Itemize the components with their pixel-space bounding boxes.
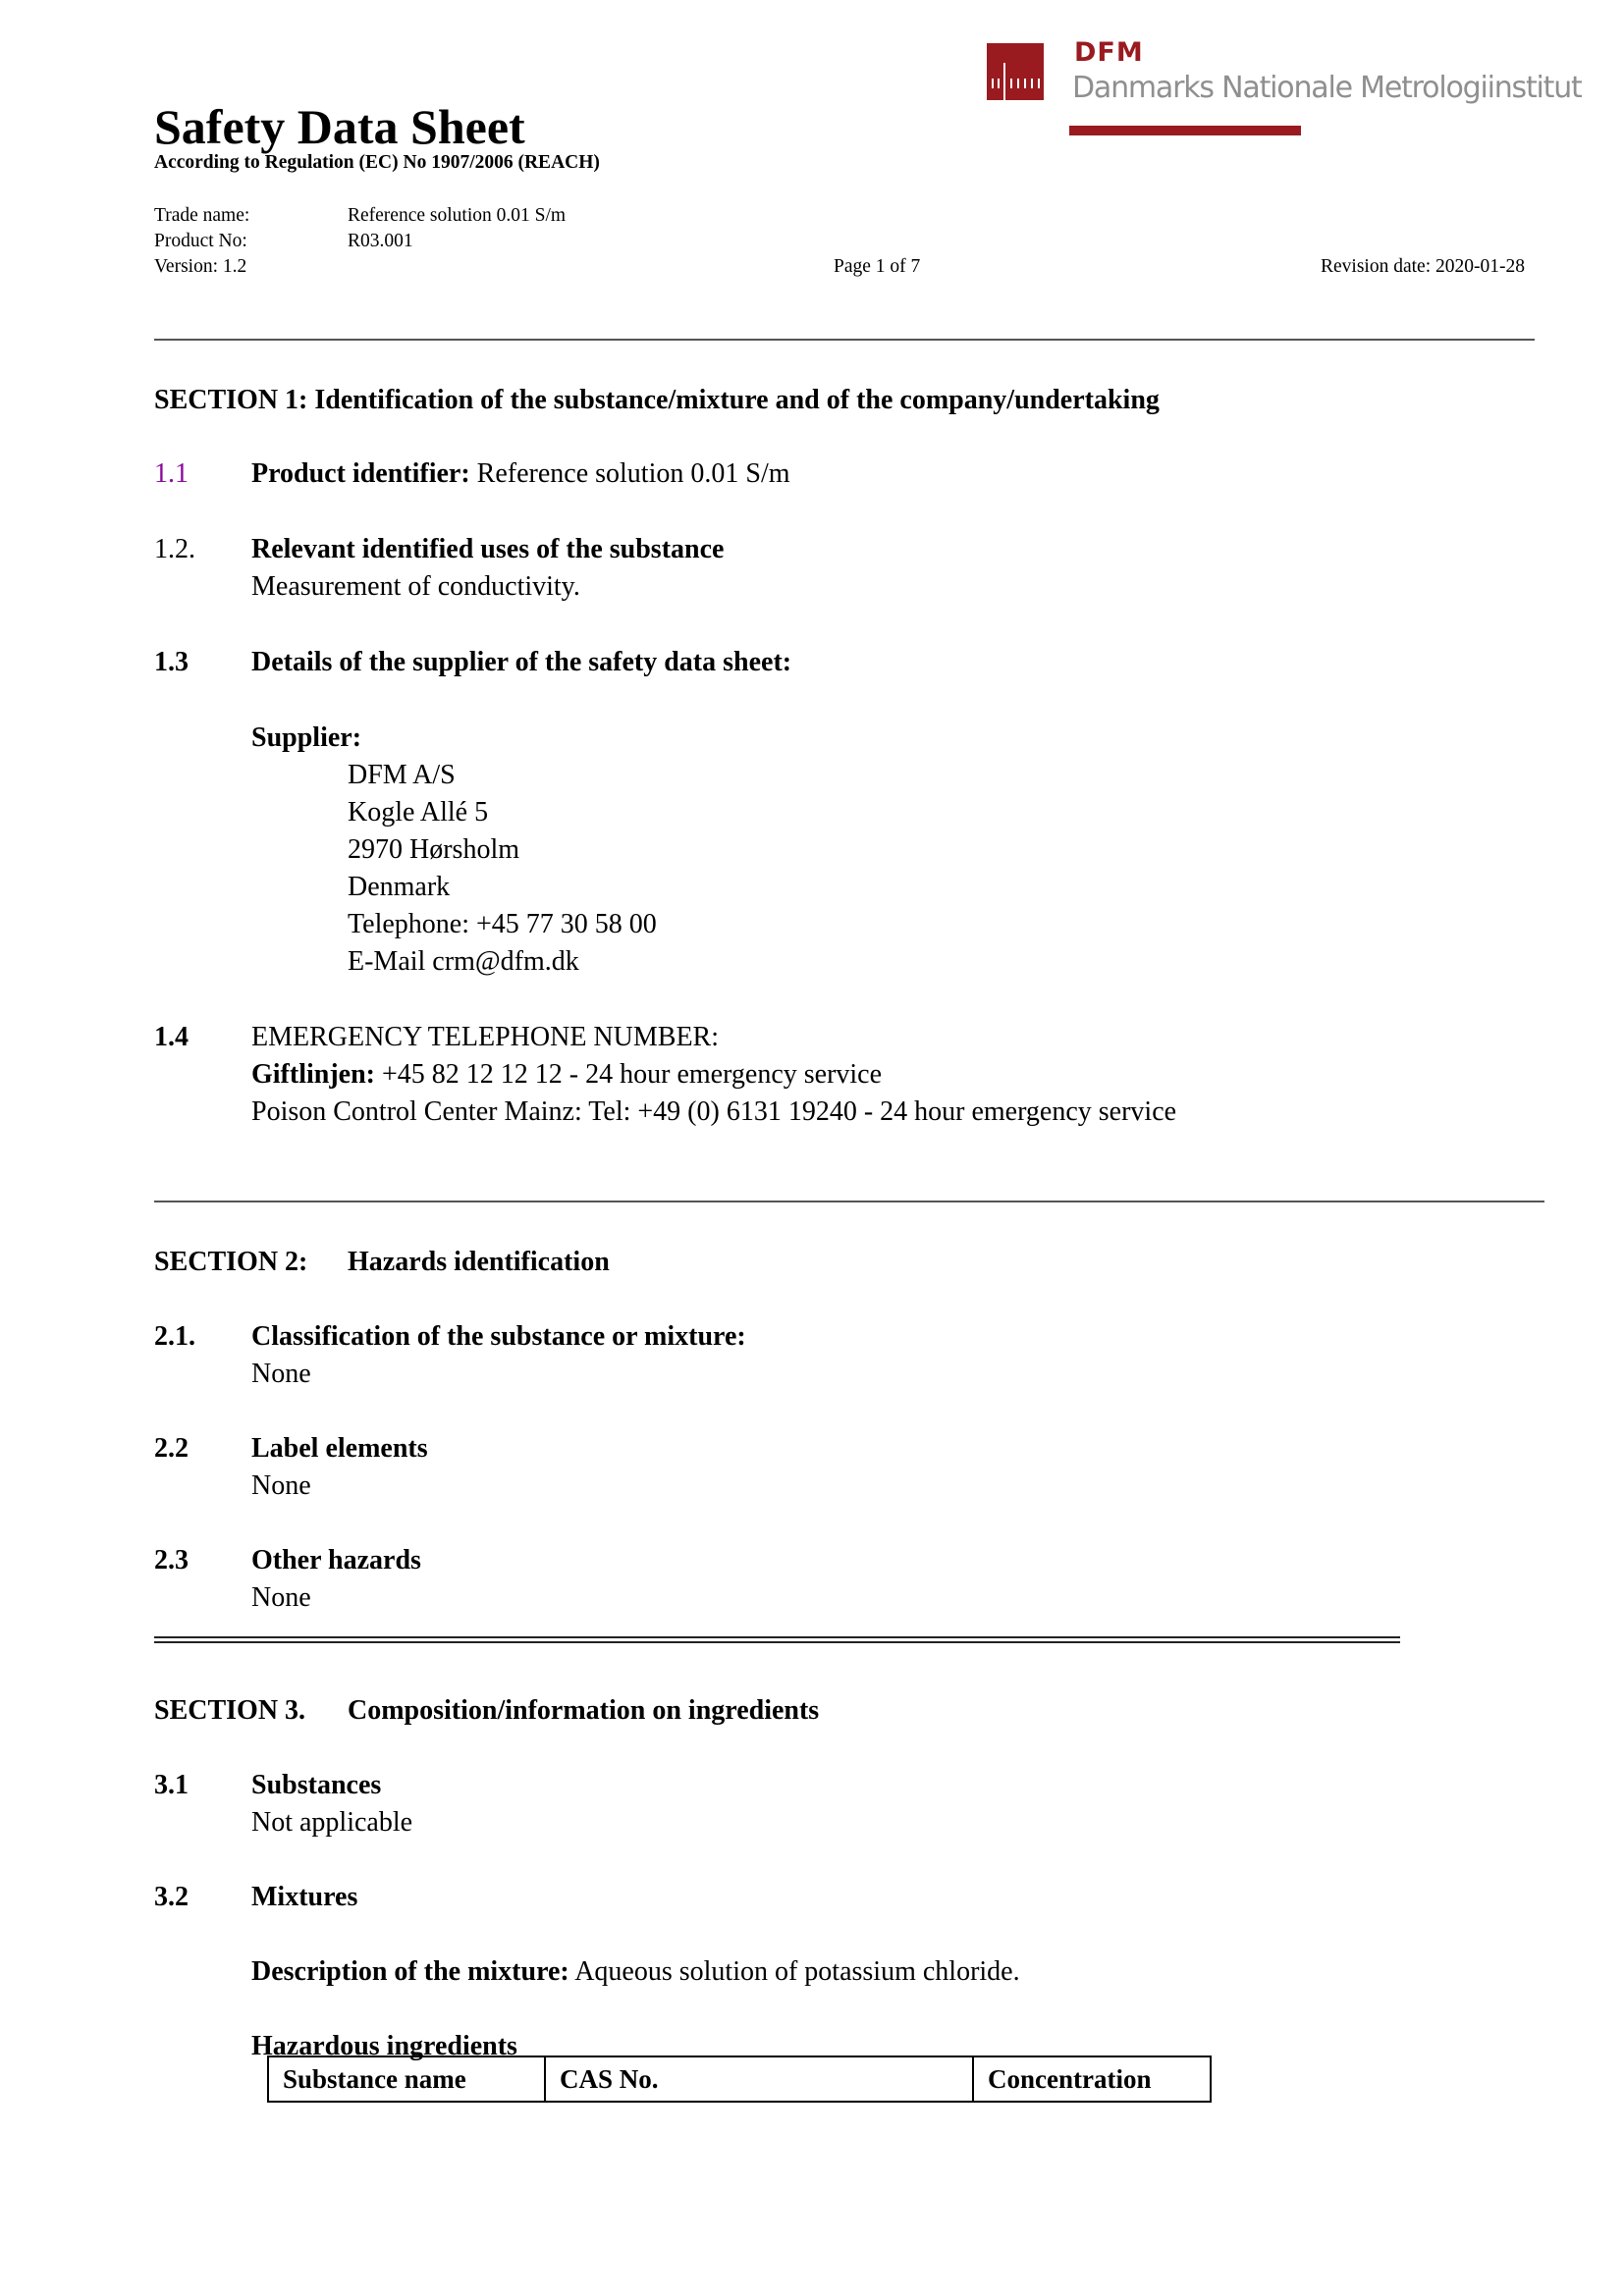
mixture-description-value: Aqueous solution of potassium chloride. bbox=[568, 1956, 1020, 1987]
s1-1-number: 1.1 bbox=[154, 458, 189, 489]
supplier-name: DFM A/S bbox=[348, 760, 456, 790]
trade-name-label: Trade name: bbox=[154, 205, 250, 226]
s2-2-text: None bbox=[251, 1470, 311, 1501]
s2-1-text: None bbox=[251, 1359, 311, 1389]
section3-heading-title: Composition/information on ingredients bbox=[348, 1695, 820, 1726]
s3-1-number: 3.1 bbox=[154, 1770, 189, 1800]
s1-2-label: Relevant identified uses of the substance bbox=[251, 534, 725, 564]
column-header-concentration: Concentration bbox=[973, 2056, 1211, 2102]
section2-double-divider-top bbox=[154, 1636, 1400, 1638]
section1-heading: SECTION 1: Identification of the substance/mixture and of the company/undertaking bbox=[154, 385, 1160, 415]
giftlinjen-line bbox=[251, 1056, 882, 1094]
s3-1-label: Substances bbox=[251, 1770, 382, 1800]
section2-heading-title: Hazards identification bbox=[348, 1247, 610, 1277]
logo-tick bbox=[1010, 79, 1012, 88]
s2-3-number: 2.3 bbox=[154, 1545, 189, 1575]
section3-heading-number: SECTION 3. bbox=[154, 1695, 306, 1726]
table-header-row bbox=[268, 2056, 1211, 2102]
s1-2-number: 1.2. bbox=[154, 534, 195, 564]
product-no-label: Product No: bbox=[154, 231, 247, 251]
logo-tick bbox=[1024, 79, 1026, 88]
logo-name: Danmarks Nationale Metrologiinstitut bbox=[1072, 71, 1582, 105]
supplier-country: Denmark bbox=[348, 872, 451, 902]
logo-tick bbox=[1038, 79, 1040, 88]
logo-bar bbox=[1069, 126, 1301, 135]
section1-divider bbox=[154, 1201, 1544, 1202]
column-header-substance-name: Substance name bbox=[268, 2056, 545, 2102]
dfm-logo-icon bbox=[987, 43, 1044, 100]
section2-heading-number: SECTION 2: bbox=[154, 1247, 308, 1277]
s3-1-text: Not applicable bbox=[251, 1807, 413, 1838]
poison-control-center: Poison Control Center Mainz: Tel: +49 (0) 6131 19240 - 24 hour emergency service bbox=[251, 1096, 1177, 1127]
version: Version: 1.2 bbox=[154, 256, 247, 277]
s1-3-number: 1.3 bbox=[154, 647, 189, 677]
logo-tick bbox=[992, 79, 994, 88]
column-header-cas-no: CAS No. bbox=[545, 2056, 973, 2102]
section2-double-divider-bottom bbox=[154, 1641, 1400, 1643]
s2-1-number: 2.1. bbox=[154, 1321, 195, 1352]
page-number: Page 1 of 7 bbox=[834, 256, 921, 277]
logo-tick bbox=[1031, 79, 1033, 88]
s1-4-label: EMERGENCY TELEPHONE NUMBER: bbox=[251, 1022, 719, 1052]
product-no-value: R03.001 bbox=[348, 231, 413, 251]
mixture-description-label: Description of the mixture: bbox=[251, 1956, 569, 1987]
s2-3-label: Other hazards bbox=[251, 1545, 421, 1575]
hazardous-ingredients-label: Hazardous ingredients bbox=[251, 2031, 517, 2061]
s1-4-number: 1.4 bbox=[154, 1022, 189, 1052]
s2-1-label: Classification of the substance or mixture: bbox=[251, 1321, 746, 1352]
s3-2-label: Mixtures bbox=[251, 1882, 358, 1912]
s2-3-text: None bbox=[251, 1582, 311, 1613]
document-title: Safety Data Sheet bbox=[154, 99, 525, 154]
supplier-label: Supplier: bbox=[251, 722, 362, 753]
supplier-street: Kogle Allé 5 bbox=[348, 797, 489, 828]
logo-tick bbox=[1017, 79, 1019, 88]
supplier-email[interactable]: E-Mail crm@dfm.dk bbox=[348, 946, 579, 977]
revision-date: Revision date: 2020-01-28 bbox=[1321, 256, 1525, 277]
mixture-description bbox=[251, 1953, 1020, 1991]
supplier-city: 2970 Hørsholm bbox=[348, 834, 519, 865]
s3-2-number: 3.2 bbox=[154, 1882, 189, 1912]
s2-2-label: Label elements bbox=[251, 1433, 428, 1464]
product-identifier-value: Reference solution 0.01 S/m bbox=[469, 458, 790, 489]
header-divider bbox=[154, 339, 1535, 341]
s1-2-text: Measurement of conductivity. bbox=[251, 571, 580, 602]
logo-stem bbox=[1003, 63, 1005, 100]
s1-1-line bbox=[251, 455, 790, 493]
logo-tick bbox=[998, 79, 1000, 88]
hazardous-ingredients-table bbox=[267, 2056, 1212, 2103]
giftlinjen-value: +45 82 12 12 12 - 24 hour emergency service bbox=[375, 1059, 883, 1090]
supplier-telephone: Telephone: +45 77 30 58 00 bbox=[348, 909, 657, 939]
s1-3-label: Details of the supplier of the safety data sheet: bbox=[251, 647, 792, 677]
document-subtitle: According to Regulation (EC) No 1907/2006 (REACH) bbox=[154, 152, 600, 173]
trade-name-value: Reference solution 0.01 S/m bbox=[348, 205, 567, 226]
logo-abbr: DFM bbox=[1074, 37, 1144, 68]
s2-2-number: 2.2 bbox=[154, 1433, 189, 1464]
product-identifier-label: Product identifier: bbox=[251, 458, 470, 489]
giftlinjen-label: Giftlinjen: bbox=[251, 1059, 375, 1090]
